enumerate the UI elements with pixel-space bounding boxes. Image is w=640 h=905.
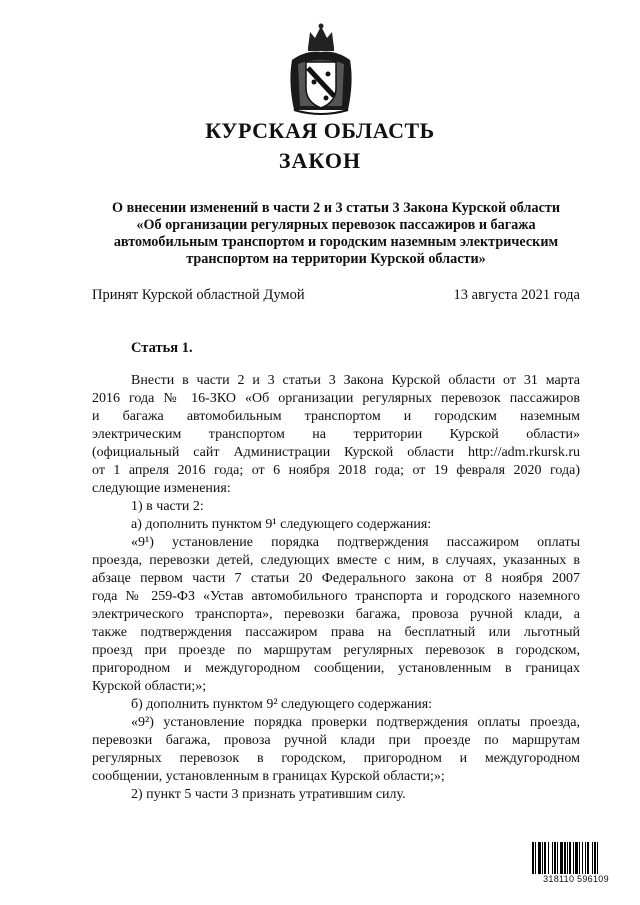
barcode-bar [532, 842, 534, 874]
barcode-bar [597, 842, 598, 874]
barcode-bar [582, 842, 583, 874]
body-line: проезда, перевозки детей, следующих вместе с ним, в случаях, указанных в [92, 553, 580, 568]
body-line: 1) в части 2: [131, 499, 204, 514]
barcode-bar [538, 842, 541, 874]
barcode-bar [575, 842, 578, 874]
body-line: б) дополнить пунктом 9² следующего содержания: [131, 697, 433, 712]
adoption-date: 13 августа 2021 года [453, 287, 580, 303]
body-line: Внести в части 2 и 3 статьи 3 Закона Курской области от 31 марта [131, 373, 580, 388]
barcode-bar [592, 842, 593, 874]
body-line: 2) пункт 5 части 3 признать утратившим силу. [131, 787, 406, 802]
law-title [92, 200, 580, 268]
title-line: транспортом на территории Курской области» [186, 251, 486, 267]
body-line: 2016 года № 16-ЗКО «Об организации регулярных перевозок пассажиров [92, 391, 580, 406]
title-line: автомобильным транспортом и городским наземным электрическим [113, 234, 559, 250]
barcode-bar [548, 842, 549, 874]
body-line: перевозки багажа, провоза ручной клади при проезде по маршрутам [92, 733, 580, 748]
barcode-bar [557, 842, 558, 874]
document-type-heading: ЗАКОН [278, 148, 362, 173]
body-line: а) дополнить пунктом 9¹ следующего содержания: [131, 517, 432, 532]
region-heading: КУРСКАЯ ОБЛАСТЬ [205, 118, 435, 143]
body-line: (официальный сайт Администрации Курской области http://adm.rkursk.ru [92, 445, 580, 460]
body-line: также подтверждения пассажиром права на бесплатный или льготный [92, 625, 580, 640]
barcode [532, 842, 618, 876]
body-line: «9¹) установление порядка подтверждения пассажиром оплаты [131, 535, 580, 550]
body-line: пригородном и междугородном сообщении, установленным в границах [92, 661, 580, 676]
title-line: О внесении изменений в части 2 и 3 статьи 3 Закона Курской области [111, 200, 561, 216]
body-line: «9²) установление порядка проверки подтверждения оплаты проезда, [131, 715, 580, 730]
body-line: проезд при проезде по маршрутам регулярных перевозок в городском, [92, 643, 580, 658]
body-line: электрическим транспортом на территории Курской области» [92, 427, 580, 442]
body-line: Курской области;»; [92, 679, 207, 694]
coat-of-arms-emblem [284, 22, 358, 120]
body-line: следующие изменения: [92, 481, 231, 496]
body-line: сообщении, установленным в границах Курской области;»; [92, 769, 445, 784]
barcode-bar [542, 842, 543, 874]
article-heading: Статья 1. [131, 340, 193, 356]
barcode-bar [554, 842, 556, 874]
body-line: от 1 апреля 2016 года; от 6 ноября 2018 года; от 19 февраля 2020 года) [92, 463, 580, 478]
barcode-bar [579, 842, 580, 874]
barcode-bar [594, 842, 596, 874]
body-line: года № 259-ФЗ «Устав автомобильного транспорта и городского наземного [92, 589, 580, 604]
barcode-bar [569, 842, 571, 874]
barcode-bar [552, 842, 553, 874]
body-line: и багажа автомобильным транспортом и городским наземным [92, 409, 580, 424]
barcode-bar [587, 842, 589, 874]
barcode-bar [560, 842, 563, 874]
barcode-bar [564, 842, 566, 874]
adopted-by: Принят Курской областной Думой [92, 287, 305, 303]
barcode-bar [535, 842, 536, 874]
article-body [92, 372, 580, 804]
barcode-number: 318110 596109 [543, 874, 609, 884]
body-line: абзаце первом части 7 статьи 20 Федерального закона от 8 ноября 2007 [92, 571, 580, 586]
barcode-bar [567, 842, 568, 874]
barcode-bar [585, 842, 586, 874]
body-line: регулярных перевозок в городском, пригородном и междугородном [92, 751, 580, 766]
barcode-bar [544, 842, 546, 874]
body-line: электрического транспорта», перевозки багажа, провоза ручной клади, а [92, 607, 580, 622]
barcode-bar [573, 842, 574, 874]
title-line: «Об организации регулярных перевозок пассажиров и багажа [136, 217, 536, 233]
